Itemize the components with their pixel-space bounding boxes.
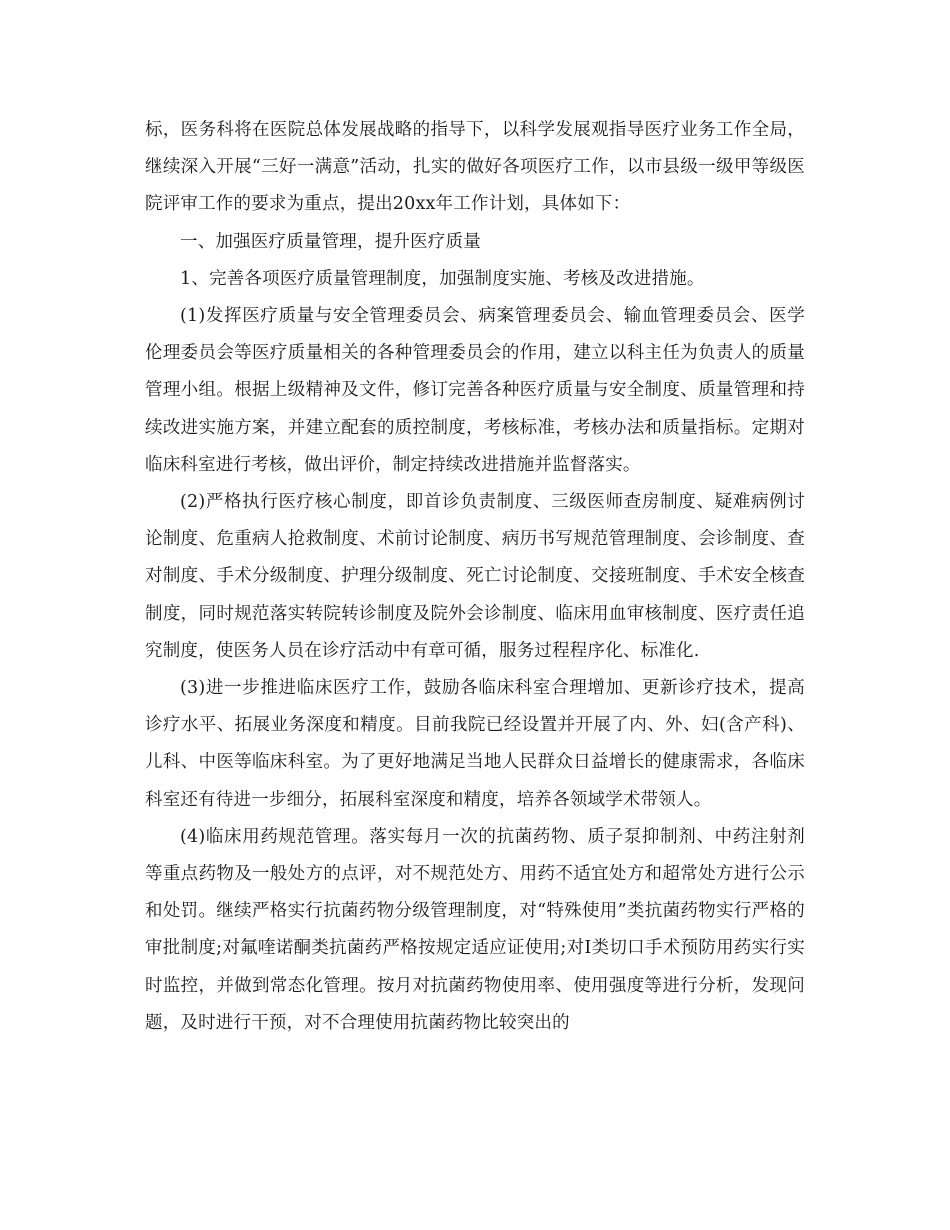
document-body (145, 112, 805, 1042)
paragraph-item-3: (3)进一步推进临床医疗工作，鼓励各临床科室合理增加、更新诊疗技术，提高诊疗水平、拓展业务深度和精度。目前我院已经设置并开展了内、外、妇(含产科)、儿科、中医等临床科室。为了更好地满足当地人民群众日益增长的健康需求，各临床科室还有待进一步细分，拓展科室深度和精度，培养各领域学术带领人。 (145, 678, 805, 810)
section-heading-quality-management: 一、加强医疗质量管理，提升医疗质量 (180, 231, 481, 252)
paragraph-item-2: (2)严格执行医疗核心制度，即首诊负责制度、三级医师查房制度、疑难病例讨论制度、危重病人抢救制度、术前讨论制度、病历书写规范管理制度、会诊制度、查对制度、手术分级制度、护理分级制度、死亡讨论制度、交接班制度、手术安全核查制度，同时规范落实转院转诊制度及院外会诊制度、临床用血审核制度、医疗责任追究制度，使医务人员在诊疗活动中有章可循，服务过程程序化、标准化. (145, 492, 805, 661)
paragraph-intro-continuation: 标，医务科将在医院总体发展战略的指导下，以科学发展观指导医疗业务工作全局，继续深入开展“三好一满意”活动，扎实的做好各项医疗工作，以市县级一级甲等级医院评审工作的要求为重点，提出20xx年工作计划，具体如下： (145, 120, 805, 215)
subsection-heading-1: 1、完善各项医疗质量管理制度，加强制度实施、考核及改进措施。 (180, 268, 705, 289)
paragraph-item-1: (1)发挥医疗质量与安全管理委员会、病案管理委员会、输血管理委员会、医学伦理委员会等医疗质量相关的各种管理委员会的作用，建立以科主任为负责人的质量管理小组。根据上级精神及文件，修订完善各种医疗质量与安全制度、质量管理和持续改进实施方案，并建立配套的质控制度，考核标准，考核办法和质量指标。定期对临床科室进行考核，做出评价，制定持续改进措施并监督落实。 (145, 306, 805, 475)
paragraph-item-4: (4)临床用药规范管理。落实每月一次的抗菌药物、质子泵抑制剂、中药注射剂等重点药物及一般处方的点评，对不规范处方、用药不适宜处方和超常处方进行公示和处罚。继续严格实行抗菌药物分级管理制度，对“特殊使用”类抗菌药物实行严格的审批制度;对氟喹诺酮类抗菌药严格按规定适应证使用;对Ⅰ类切口手术预防用药实行实时监控，并做到常态化管理。按月对抗菌药物使用率、使用强度等进行分析，发现问题，及时进行干预，对不合理使用抗菌药物比较突出的 (145, 826, 805, 1033)
